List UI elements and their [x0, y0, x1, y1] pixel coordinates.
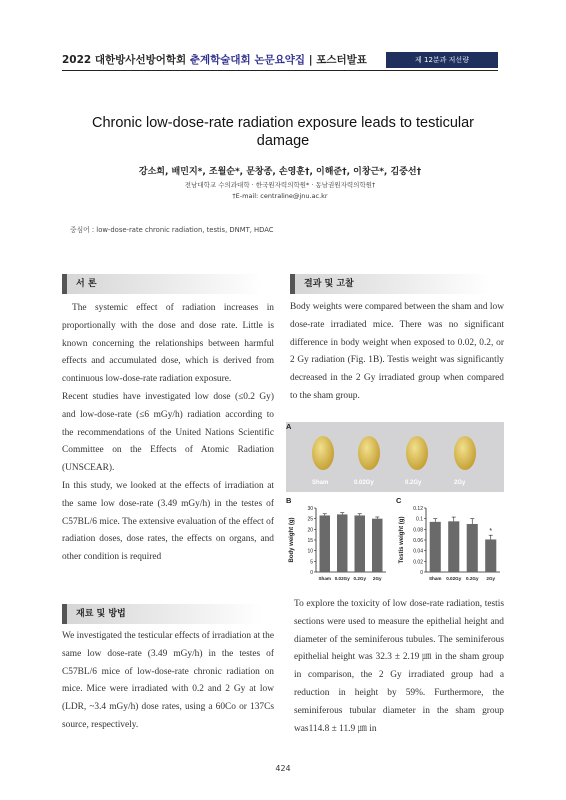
session-badge: 제 12분과 저선량 — [386, 52, 498, 68]
affiliations: 전남대학교 수의과대학 · 한국원자력의학원* · 동남권원자력의학원† — [184, 181, 376, 189]
significance-marker: * — [489, 528, 493, 536]
bar — [320, 515, 331, 572]
y-tick-label: 0.08 — [413, 527, 423, 534]
panel-a-label: A — [286, 422, 292, 431]
section-heading-intro: 서 론 — [62, 274, 262, 294]
bar — [430, 522, 441, 572]
figure-1 — [286, 422, 504, 590]
results-paragraph-1: Body weights were compared between the sham and low dose-rate irradiated mice. There was no significant difference in body weight when exposed to 0.02, 0.2, or 2 Gy radiation (Fig. 1B). Testis weight was significantly decreased in the 2 Gy irradiated group when compared to the sham group. — [290, 302, 504, 401]
y-tick-label: 15 — [307, 538, 313, 544]
testis-image-002gy — [358, 436, 380, 470]
author-list: 강소희, 배민지*, 조월순*, 문창종, 손영훈†, 이해준†, 이창근*, 김중선† — [138, 167, 422, 177]
intro-paragraph-1: The systemic effect of radiation increases in proportionally with the dose and dose rate. Little is known concerning the relationships between harmful effects and accumulated dose, which is derived from continuous low-dose-rate radiation exposure. — [62, 303, 274, 385]
group-label-2gy: 2Gy — [454, 480, 466, 486]
testis-image-02gy — [406, 436, 428, 470]
intro-paragraph-3: In this study, we looked at the effects of irradiation at the same low dose-rate (3.49 mGy/h) in the testes of C57BL/6 mice. The extensive evaluation of the effect of radiation doses, dose rates, the effects on organs, and other condition is required — [62, 480, 274, 563]
y-tick-label: 0.04 — [413, 548, 423, 555]
bar — [337, 514, 348, 572]
proceedings-title — [62, 52, 367, 67]
contact-email: †E-mail: centraline@jnu.ac.kr — [232, 192, 328, 200]
body-weight-chart — [286, 500, 390, 590]
bar — [355, 515, 366, 572]
panel-b-label: B — [286, 496, 292, 505]
bar — [372, 519, 383, 572]
y-tick-label: 0 — [310, 570, 313, 576]
y-tick-label: 0.02 — [413, 559, 423, 566]
y-tick-label: 30 — [307, 506, 313, 512]
y-tick-label: 0 — [420, 570, 423, 576]
x-tick-label: Sham — [428, 576, 442, 581]
results-paragraph-2: To explore the toxicity of low dose-rate radiation, testis sections were used to measure the epithelial height and diameter of the seminiferous tubules. The seminiferous epithelial height was 32.3 ± 2.19 ㎛ in the sham group in comparison, the 2 Gy irradiated group had a reduction in height by 59%. Furthermore, the seminiferous tubular diameter in the sham group was114.8 ± 11.9 ㎛ in — [294, 599, 504, 734]
bar — [467, 524, 478, 572]
title-prefix: 2022 대한방사선방어학회 — [62, 54, 190, 66]
panel-c-label: C — [396, 496, 402, 505]
title-suffix: | 포스터발표 — [305, 54, 367, 66]
x-tick-label: 0.2Gy — [353, 576, 367, 581]
x-tick-label: 0.02Gy — [334, 576, 350, 581]
y-tick-label: 0.1 — [416, 516, 423, 523]
y-tick-label: 0.12 — [413, 506, 423, 512]
methods-body — [62, 628, 274, 735]
title-accent: 춘계학술대회 논문요약집 — [189, 54, 306, 66]
x-tick-label: 2Gy — [486, 576, 496, 581]
intro-body — [62, 300, 274, 567]
testis-weight-chart — [396, 500, 504, 590]
header-divider — [62, 70, 498, 71]
y-axis-label: Testis weight (g) — [399, 516, 405, 564]
y-tick-label: 5 — [310, 559, 313, 566]
y-axis-label: Body weight (g) — [289, 517, 295, 563]
x-tick-label: 0.02Gy — [446, 576, 462, 581]
group-label-sham: Sham — [312, 480, 329, 486]
paper-title: Chronic low-dose-rate radiation exposure leads to testicular damage — [91, 115, 475, 149]
x-tick-label: 0.2Gy — [465, 576, 479, 581]
testis-image-sham — [312, 436, 334, 470]
bar — [485, 539, 496, 572]
group-label-002gy: 0.02Gy — [354, 480, 374, 486]
x-tick-label: 2Gy — [372, 576, 382, 581]
x-tick-label: Sham — [318, 576, 332, 581]
keywords: 중심어 : low-dose-rate chronic radiation, testis, DNMT, HDAC — [70, 226, 274, 234]
results-body-1 — [290, 299, 504, 406]
y-tick-label: 25 — [307, 516, 313, 523]
testis-photo-panel — [286, 422, 504, 492]
y-tick-label: 10 — [307, 548, 313, 555]
y-tick-label: 0.06 — [413, 538, 423, 544]
bar — [448, 521, 459, 572]
y-tick-label: 20 — [307, 527, 313, 534]
page-number: 424 — [275, 764, 291, 773]
section-heading-results: 결과 및 고찰 — [290, 274, 490, 294]
section-heading-methods: 재료 및 방법 — [62, 604, 262, 624]
methods-paragraph-1: We investigated the testicular effects of irradiation at the same low dose-rate (3.49 mGy/h) in the testes of C57BL/6 mice of low-dose-rate chronic radiation on mice. Mice were irradiated with 0.2 and 2 Gy at low (LDR, ~3.4 mGy/h) dose rates, using a 60Co or 137Cs source, respectively. — [62, 631, 275, 730]
intro-paragraph-2: Recent studies have investigated low dose (≤0.2 Gy) and low-dose-rate (≤6 mGy/h) radiation according to the recommendations of the United Nations Scientific Committee on the Effects of Atomic Radiation (UNSCEAR). — [62, 391, 274, 474]
testis-image-2gy — [454, 436, 476, 470]
results-body-2 — [294, 596, 504, 738]
group-label-02gy: 0.2Gy — [405, 480, 422, 486]
